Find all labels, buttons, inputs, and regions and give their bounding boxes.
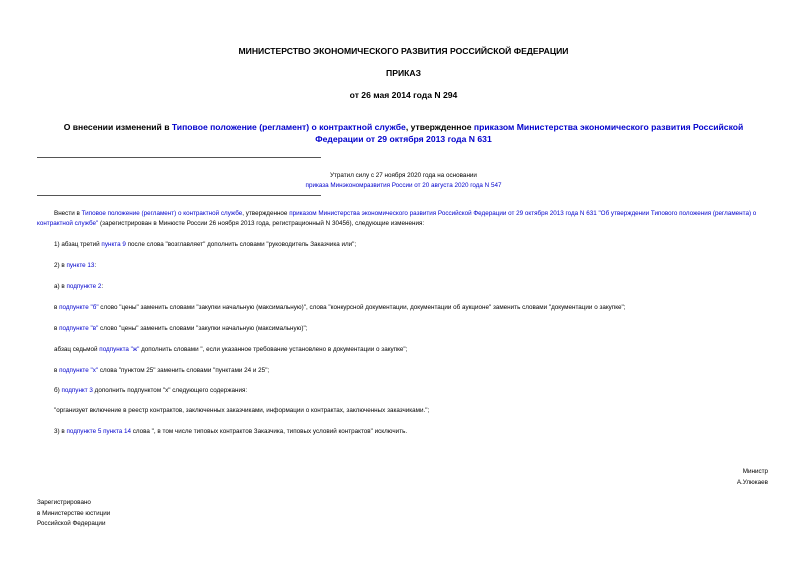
signature-name: А.Улюкаев [736,479,768,486]
repeal-notice-link-line [0,181,807,190]
item-link[interactable]: подпункте 2 [66,283,102,290]
item-text: : [101,283,104,290]
item-text: в [54,325,60,332]
item-text: б) [54,387,62,394]
item-text: : [94,262,97,269]
item-link[interactable]: подпункта "ж" [99,346,140,353]
document-date-number: от 26 мая 2014 года N 294 [349,90,458,100]
list-item [54,261,96,270]
signature-position: Министр [742,468,768,475]
item-text: после слова "возглавляет" дополнить словами "руководитель Заказчика или"; [125,241,357,248]
intro-text: Внести в [54,210,82,217]
item-link[interactable]: подпункт 3 [61,387,93,394]
registration-line: Российской Федерации [37,520,106,527]
item-text: слово "цены" заменить словами "закупки начальную (максимальную)", слова "конкурсной документации, документации об аукционе" заменить словами "документации о закупке"; [98,304,626,311]
title-link-regulation[interactable]: Типовое положение (регламент) о контрактной службе [171,122,406,132]
list-item [54,345,407,354]
document-type: ПРИКАЗ [386,68,421,78]
divider [37,195,321,196]
item-text: дополнить подпунктом "х" следующего содержания: [92,387,248,394]
repeal-order-link[interactable]: приказа Минэкономразвития России от 20 августа 2020 года N 547 [305,182,502,189]
intro-link-regulation[interactable]: Типовое положение (регламент) о контрактной службе [81,210,243,217]
list-item [54,282,103,291]
item-text: "организует включение в реестр контрактов, заключенных заказчиками, информации о контрактах, заключенных заказчиками."; [54,407,430,414]
title-text: О внесении изменений в [63,122,172,132]
item-link[interactable]: пункте 13 [66,262,95,269]
item-text: слово "цены" заменить словами "закупки начальную (максимальную)"; [98,325,308,332]
item-link[interactable]: пункта 9 [101,241,126,248]
registration-line: в Министерстве юстиции [37,510,111,517]
item-link[interactable]: подпункте "х" [59,367,99,374]
item-text: в [54,304,60,311]
item-text: а) в [54,283,67,290]
item-link[interactable]: подпункте "б" [59,304,99,311]
ministry-heading: МИНИСТЕРСТВО ЭКОНОМИЧЕСКОГО РАЗВИТИЯ РОССИЙСКОЙ ФЕДЕРАЦИИ [238,46,569,56]
intro-paragraph [37,209,770,229]
list-item [54,324,307,333]
item-text: абзац седьмой [54,346,100,353]
item-text: слова "пунктом 25" заменить словами "пунктами 24 и 25"; [98,367,270,374]
item-link[interactable]: подпункте "в" [59,325,99,332]
title-text: , утвержденное [405,122,474,132]
repeal-notice: Утратил силу с 27 ноября 2020 года на основании [330,172,477,179]
item-text: 1) абзац третий [54,241,102,248]
item-text: 3) в [54,428,67,435]
document-title [45,121,762,145]
list-item [54,406,429,415]
list-item [54,240,356,249]
item-text: слова ", в том числе типовых контрактов Заказчика, типовых условий контрактов" исключить. [131,428,408,435]
list-item [54,303,626,312]
list-item [54,366,269,375]
divider [37,157,321,158]
registration-line: Зарегистрировано [37,499,91,506]
item-link[interactable]: подпункте 5 пункта 14 [66,428,132,435]
intro-text: (зарегистрирован в Минюсте России 26 ноября 2013 года, регистрационный N 30456), следующие изменения: [98,220,425,227]
intro-link-order[interactable]: приказом Министерства экономического развития Российской Федерации от 29 октября 2013 года N 631 "Об утверждении Типового положения (регламента) о контрактной службе" [37,210,757,227]
item-text: 2) в [54,262,67,269]
title-link-order[interactable]: приказом Министерства экономического развития Российской Федерации от 29 октября 2013 года N 631 [315,122,744,144]
item-text: дополнить словами ", если указанное требование установлено в документации о закупке"; [139,346,408,353]
list-item [54,427,407,436]
list-item [54,386,247,395]
item-text: в [54,367,60,374]
intro-text: , утвержденное [242,210,290,217]
